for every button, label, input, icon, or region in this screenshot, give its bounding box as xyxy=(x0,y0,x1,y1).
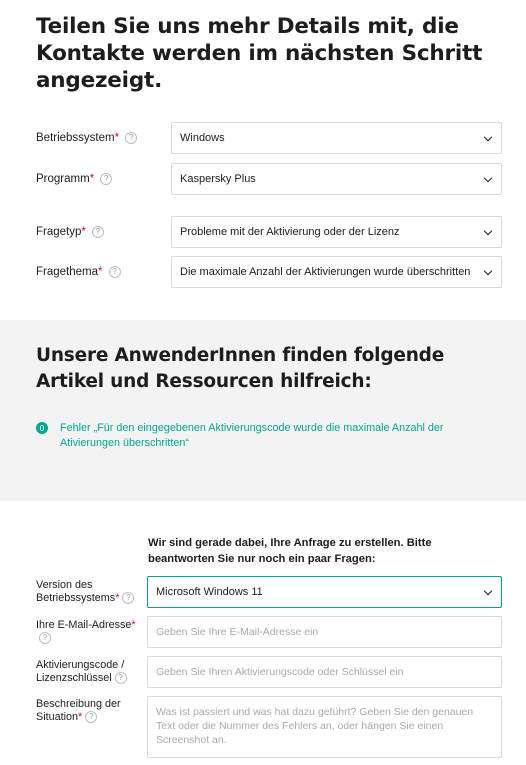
question-type-row xyxy=(36,216,502,248)
email-row xyxy=(36,616,502,648)
required-mark: * xyxy=(114,132,120,144)
details-heading: Teilen Sie uns mehr Details mit, die Kontakte werden im nächsten Schritt angezeigt. xyxy=(36,14,483,93)
help-icon[interactable]: ? xyxy=(39,632,51,644)
help-icon[interactable]: ? xyxy=(109,266,121,278)
form-intro: Wir sind gerade dabei, Ihre Anfrage zu erstellen. Bitte beantworten Sie nur noch ein paar Fragen: xyxy=(148,537,432,565)
resource-link[interactable] xyxy=(36,421,476,451)
required-mark: * xyxy=(131,619,136,631)
program-row xyxy=(36,163,502,195)
activation-code-field[interactable]: Geben Sie Ihren Aktivierungscode oder Schlüssel ein xyxy=(147,656,502,688)
chevron-down-icon xyxy=(484,267,492,275)
description-row xyxy=(36,696,502,758)
description-label: Beschreibung der Situation* ? xyxy=(36,698,121,723)
os-version-label: Version des Betriebssystems* ? xyxy=(36,579,141,605)
resources-heading: Unsere AnwenderInnen finden folgende Artikel und Ressourcen hilfreich: xyxy=(36,345,445,392)
resource-link-text[interactable]: Fehler „Für den eingegebenen Aktivierungscode wurde die maximale Anzahl der Ativierungen überschritten“ xyxy=(60,422,444,449)
required-mark: * xyxy=(78,711,83,723)
program-label: Programm * ? xyxy=(36,163,112,195)
question-topic-row xyxy=(36,256,502,288)
question-topic-label: Fragethema * ? xyxy=(36,256,121,288)
help-icon[interactable]: ? xyxy=(92,226,104,238)
os-select[interactable]: Windows xyxy=(171,122,502,154)
chevron-down-icon xyxy=(484,174,492,182)
activation-code-row xyxy=(36,656,502,688)
question-topic-select[interactable]: Die maximale Anzahl der Aktivierungen wurde überschritten xyxy=(171,256,502,288)
os-row xyxy=(36,122,502,154)
os-label: Betriebssystem * ? xyxy=(36,122,137,154)
email-field[interactable]: Geben Sie Ihre E-Mail-Adresse ein xyxy=(147,616,502,648)
description-textarea[interactable]: Was ist passiert und was hat dazu geführt? Geben Sie den genauen Text oder die Nummer des Fehlers an, oder hängen Sie einen Screenshot an. xyxy=(147,696,502,758)
required-mark: * xyxy=(89,173,95,185)
program-select[interactable]: Kaspersky Plus xyxy=(171,163,502,195)
activation-code-label: Aktivierungscode / Lizenzschlüssel ? xyxy=(36,659,141,685)
email-label: Ihre E-Mail-Adresse*? xyxy=(36,619,136,643)
help-icon[interactable]: ? xyxy=(122,592,134,604)
question-type-select[interactable]: Probleme mit der Aktivierung oder der Lizenz xyxy=(171,216,502,248)
chevron-down-icon xyxy=(484,133,492,141)
help-icon[interactable]: ? xyxy=(100,173,112,185)
help-icon[interactable]: ? xyxy=(115,672,127,684)
resource-number-badge: 0 xyxy=(36,422,48,434)
required-mark: * xyxy=(115,592,120,604)
required-mark: * xyxy=(98,266,103,278)
chevron-down-icon xyxy=(484,227,492,235)
chevron-down-icon xyxy=(484,587,492,595)
help-icon[interactable]: ? xyxy=(125,132,137,144)
os-version-row xyxy=(36,576,502,608)
os-version-select[interactable]: Microsoft Windows 11 xyxy=(147,576,502,608)
question-type-label: Fragetyp * ? xyxy=(36,216,104,248)
required-mark: * xyxy=(81,226,86,238)
help-icon[interactable]: ? xyxy=(85,711,97,723)
